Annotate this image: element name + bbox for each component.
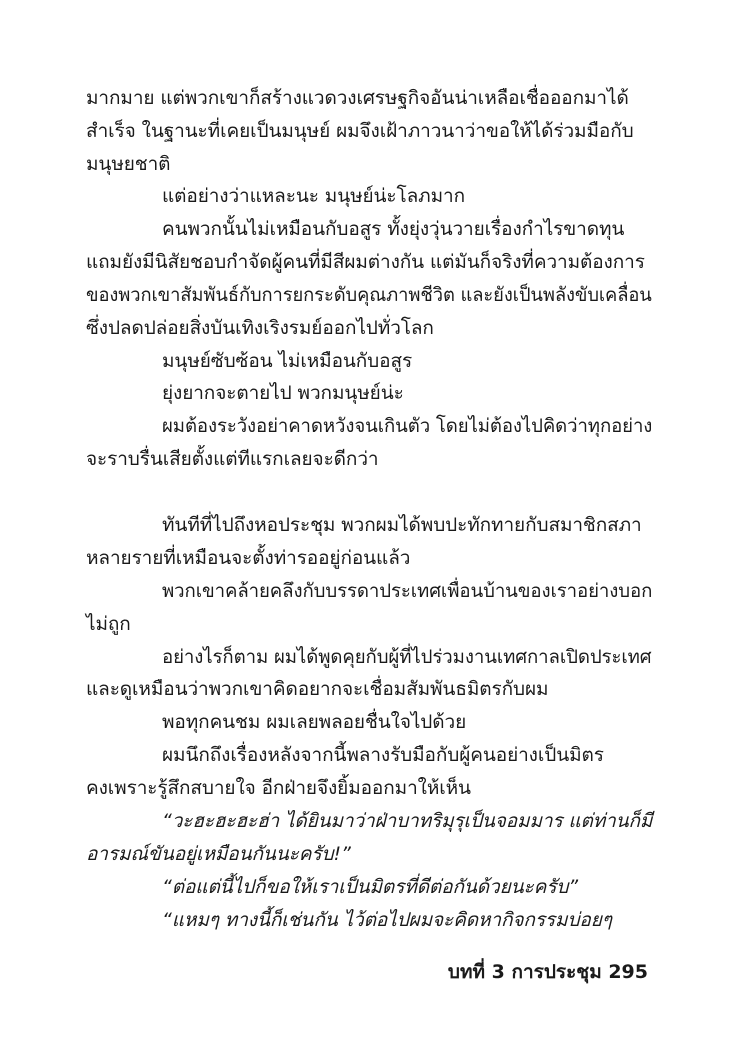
text-line: ผมต้องระวังอย่าคาดหวังจนเกินตัว โดยไม่ต้องไปคิดว่าทุกอย่าง [162,415,653,437]
text-line: มนุษย์ซับซ้อน ไม่เหมือนกับอสูร [162,350,413,372]
text-line: พวกเขาคล้ายคลึงกับบรรดาประเทศเพื่อนบ้านของเราอย่างบอก [162,580,653,602]
text-line: ผมนึกถึงเรื่องหลังจากนี้พลางรับมือกับผู้คนอย่างเป็นมิตร [162,744,604,766]
text-line: ของพวกเขาสัมพันธ์กับการยกระดับคุณภาพชีวิต และยังเป็นพลังขับเคลื่อน [86,284,652,306]
text-line: ยุ่งยากจะตายไป พวกมนุษย์น่ะ [162,382,404,404]
text-line: จะราบรื่นเสียตั้งแต่ทีแรกเลยจะดีกว่า [86,448,379,470]
text-line: ทันทีที่ไปถึงหอประชุม พวกผมได้พบปะทักทายกับสมาชิกสภา [162,514,642,536]
text-line: หลายรายที่เหมือนจะตั้งท่ารออยู่ก่อนแล้ว [86,547,411,569]
text-line: สำเร็จ ในฐานะที่เคยเป็นมนุษย์ ผมจึงเฝ้าภาวนาว่าขอให้ได้ร่วมมือกับ [86,120,634,142]
text-line: มากมาย แต่พวกเขาก็สร้างแวดวงเศรษฐกิจอันน่าเหลือเชื่อออกมาได้ [86,87,629,109]
text-line: แถมยังมีนิสัยชอบกำจัดผู้คนที่มีสีผมต่างกัน แต่มันก็จริงที่ความต้องการ [86,251,645,273]
text-line: แต่อย่างว่าแหละนะ มนุษย์น่ะโลภมาก [162,185,465,207]
page-footer: บทที่ 3 การประชุม 295 [447,961,648,983]
dialogue-line: “วะฮะฮะฮะฮ่า ได้ยินมาว่าฝ่าบาทริมุรุเป็นจอมมาร แต่ท่านก็มี [162,810,653,832]
text-line: ซึ่งปลดปล่อยสิ่งบันเทิงเริงรมย์ออกไปทั่วโลก [86,317,434,339]
text-line: คงเพราะรู้สึกสบายใจ อีกฝ่ายจึงยิ้มออกมาให้เห็น [86,777,471,799]
text-line: และดูเหมือนว่าพวกเขาคิดอยากจะเชื่อมสัมพันธมิตรกับผม [86,678,549,700]
dialogue-line: “ต่อแต่นี้ไปก็ขอให้เราเป็นมิตรที่ดีต่อกันด้วยนะครับ” [162,876,579,898]
text-line: มนุษยชาติ [86,153,171,175]
text-line: ไม่ถูก [86,613,131,635]
dialogue-line: “แหมๆ ทางนี้ก็เช่นกัน ไว้ต่อไปผมจะคิดหากิจกรรมบ่อยๆ [162,909,612,931]
dialogue-line: อารมณ์ขันอยู่เหมือนกันนะครับ!” [86,843,351,865]
text-line: อย่างไรก็ตาม ผมได้พูดคุยกับผู้ที่ไปร่วมงานเทศกาลเปิดประเทศ [162,646,652,668]
text-line: คนพวกนั้นไม่เหมือนกับอสูร ทั้งยุ่งวุ่นวายเรื่องกำไรขาดทุน [162,218,625,240]
text-line: พอทุกคนชม ผมเลยพลอยชื่นใจไปด้วย [162,711,467,733]
